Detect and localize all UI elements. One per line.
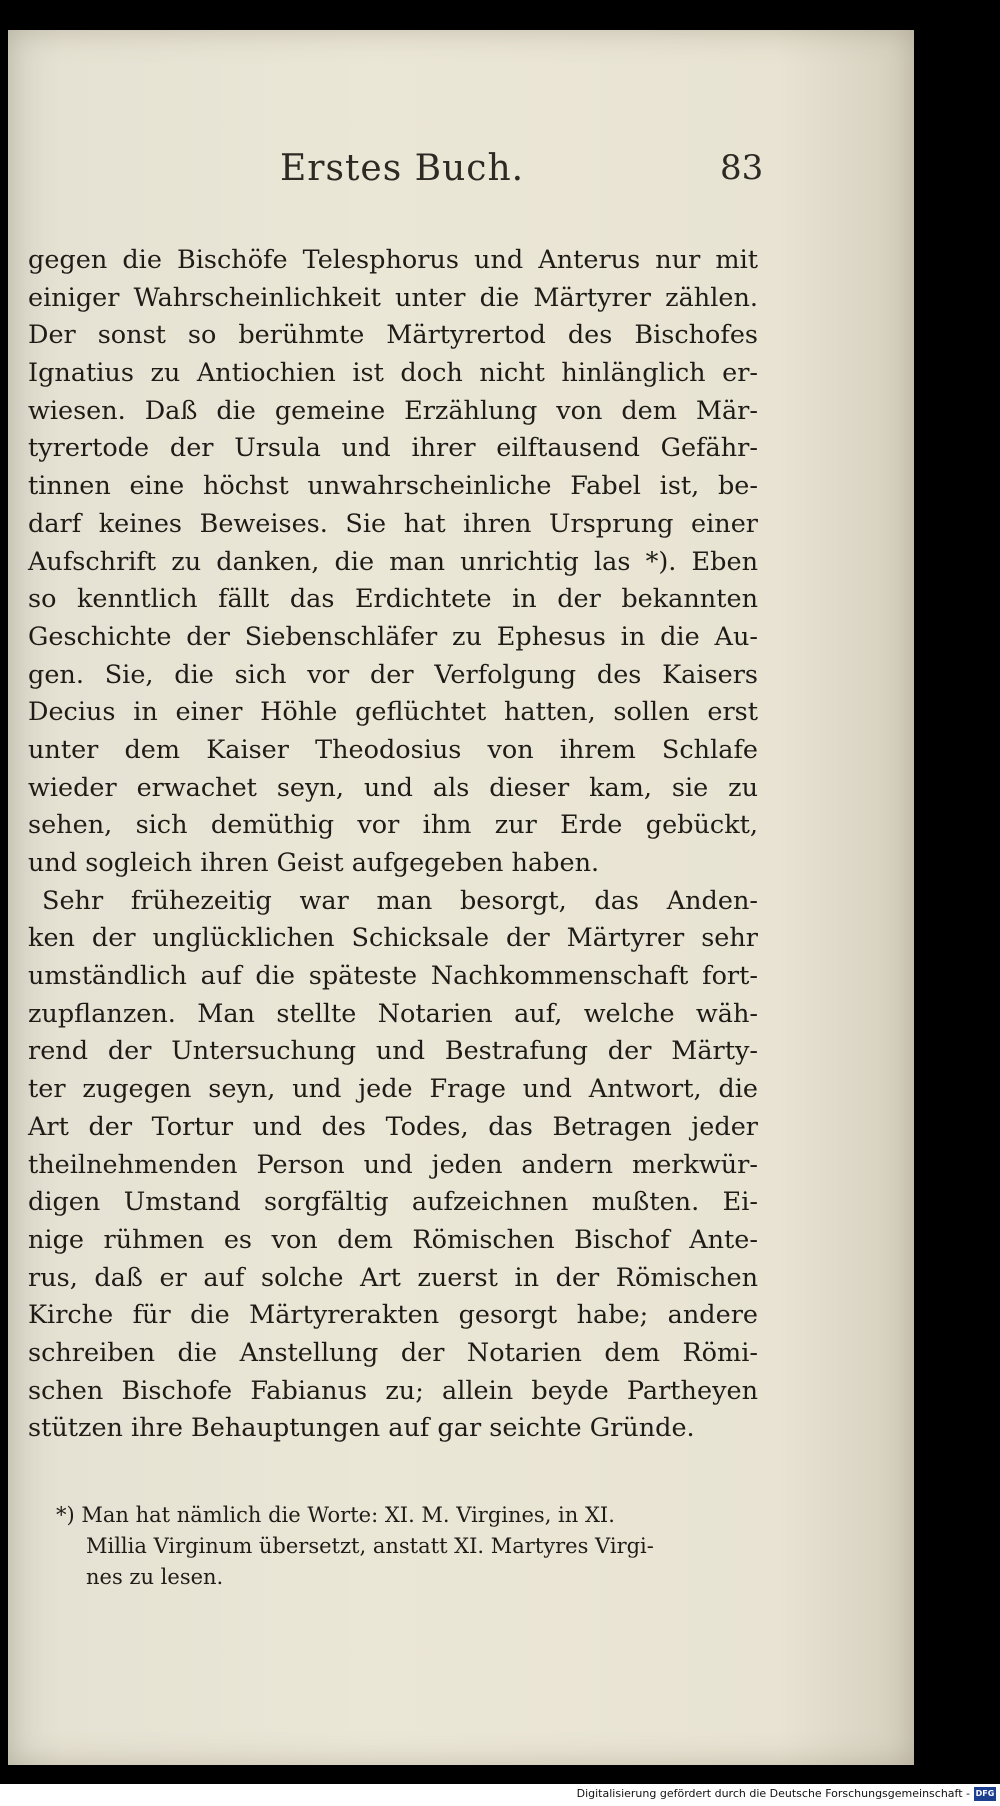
text-line: einiger Wahrscheinlichkeit unter die Märtyrer zählen. xyxy=(28,282,758,313)
text-line: gegen die Bischöfe Telesphorus und Anterus nur mit xyxy=(28,245,758,275)
text-line: umständlich auf die späteste Nachkommenschaft fort- xyxy=(28,961,758,992)
text-line: wieder erwachet seyn, und als dieser kam, sie zu xyxy=(28,772,758,803)
text-line: tyrertode der Ursula und ihrer eilftausend Gefähr- xyxy=(28,433,758,464)
text-line: rend der Untersuchung und Bestrafung der Märty- xyxy=(28,1036,758,1067)
text-line: sehen, sich demüthig vor ihm zur Erde gebückt, xyxy=(28,810,758,841)
text-line: stützen ihre Behauptungen auf gar seichte Gründe. xyxy=(28,1413,695,1444)
text-line: Sehr frühezeitig war man besorgt, das Anden- xyxy=(42,885,758,916)
text-line: Aufschrift zu danken, die man unrichtig las *). Eben xyxy=(28,546,758,577)
footnote-line: Millia Virginum übersetzt, anstatt XI. Martyres Virgi- xyxy=(86,1534,654,1558)
text-line: ken der unglücklichen Schicksale der Märtyrer sehr xyxy=(28,923,758,954)
text-line: unter dem Kaiser Theodosius von ihrem Schlafe xyxy=(28,734,758,765)
text-line: ter zugegen seyn, und jede Frage und Antwort, die xyxy=(28,1074,758,1105)
text-line: wiesen. Daß die gemeine Erzählung von dem Mär- xyxy=(28,395,758,426)
text-line: Ignatius zu Antiochien ist doch nicht hinlänglich er- xyxy=(28,358,758,389)
body-text xyxy=(28,242,758,1448)
text-line: darf keines Beweises. Sie hat ihren Ursprung einer xyxy=(28,508,758,539)
text-line: tinnen eine höchst unwahrscheinliche Fabel ist, be- xyxy=(28,471,758,502)
page-number: 83 xyxy=(720,148,764,188)
text-line: Geschichte der Siebenschläfer zu Ephesus in die Au- xyxy=(28,621,758,652)
text-line: Art der Tortur und des Todes, das Betragen jeder xyxy=(28,1111,758,1142)
text-line: Der sonst so berühmte Märtyrertod des Bischofes xyxy=(28,320,758,351)
text-line: Decius in einer Höhle geflüchtet hatten, sollen erst xyxy=(28,697,758,728)
text-line: und sogleich ihren Geist aufgegeben haben. xyxy=(28,848,600,878)
text-line: Kirche für die Märtyrerakten gesorgt habe; andere xyxy=(28,1300,758,1331)
running-title: Erstes Buch. xyxy=(280,148,525,189)
text-line: rus, daß er auf solche Art zuerst in der Römischen xyxy=(28,1262,758,1293)
text-line: schen Bischofe Fabianus zu; allein beyde Partheyen xyxy=(28,1375,758,1406)
digitization-credit-bar xyxy=(0,1784,1000,1806)
text-line: so kenntlich fällt das Erdichtete in der bekannten xyxy=(28,584,758,615)
text-line: nige rühmen es von dem Römischen Bischof Ante- xyxy=(28,1224,758,1255)
text-line: digen Umstand sorgfältig aufzeichnen mußten. Ei- xyxy=(28,1187,758,1218)
credit-text: Digitalisierung gefördert durch die Deutsche Forschungsgemeinschaft - xyxy=(576,1787,970,1800)
footnote-line: *) Man hat nämlich die Worte: XI. M. Virgines, in XI. xyxy=(56,1503,615,1527)
text-line: schreiben die Anstellung der Notarien dem Römi- xyxy=(28,1337,758,1368)
dfg-logo-icon: DFG xyxy=(974,1787,996,1801)
text-line: theilnehmenden Person und jeden andern merkwür- xyxy=(28,1149,758,1180)
footnote-line: nes zu lesen. xyxy=(86,1565,224,1589)
book-page xyxy=(8,30,914,1765)
text-line: zupflanzen. Man stellte Notarien auf, welche wäh- xyxy=(28,998,758,1029)
page-header xyxy=(8,148,914,208)
text-line: gen. Sie, die sich vor der Verfolgung des Kaisers xyxy=(28,659,758,690)
footnote xyxy=(56,1500,756,1593)
